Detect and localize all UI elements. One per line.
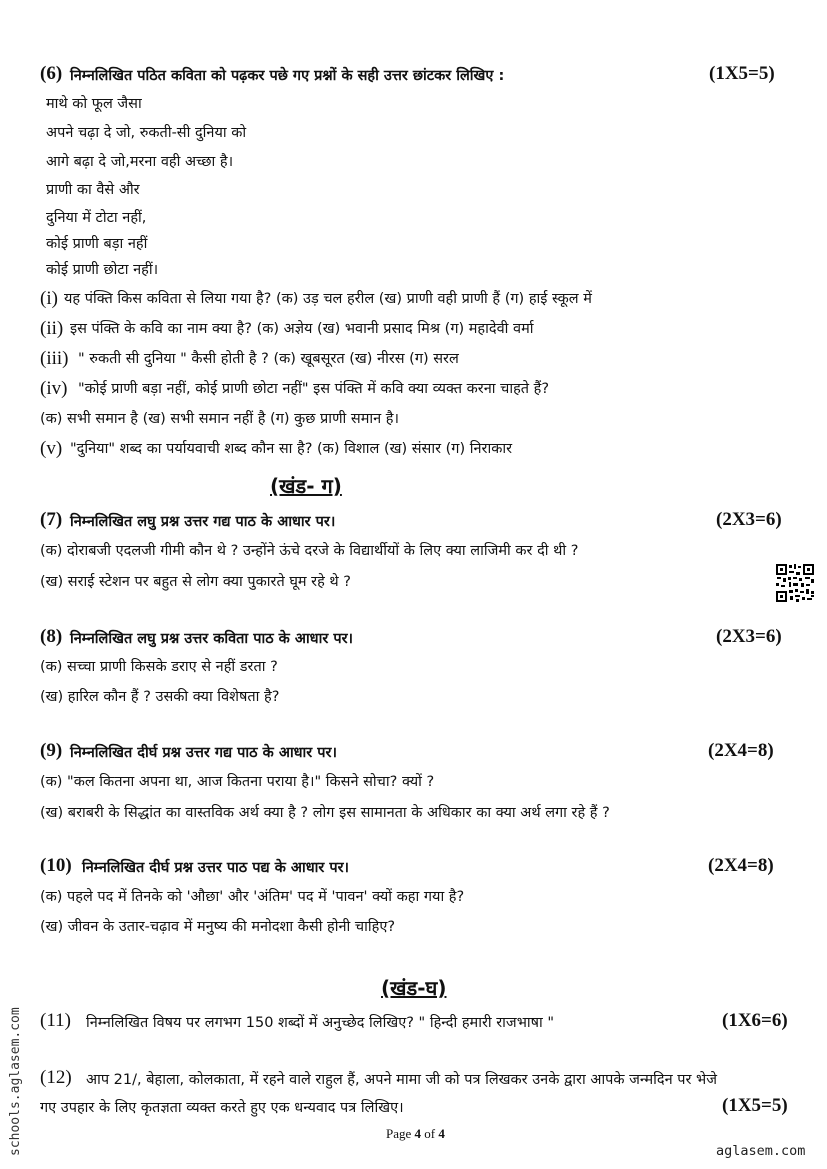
q8-number: (8) bbox=[40, 626, 63, 647]
q6-number: (6) bbox=[40, 63, 63, 84]
poem-line: प्राणी का वैसे और bbox=[46, 182, 140, 198]
footer-prefix: Page bbox=[386, 1126, 412, 1141]
q10-heading: निम्नलिखित दीर्घ प्रश्न उत्तर पाठ पद्य के आधार पर। bbox=[82, 860, 350, 876]
q6-marks: (1X5=5) bbox=[709, 63, 775, 84]
footer-page-number: 4 bbox=[414, 1126, 422, 1141]
q11-number: (11) bbox=[40, 1010, 71, 1031]
poem-line: दुनिया में टोटा नहीं, bbox=[46, 210, 147, 226]
q10-item: (क) पहले पद में तिनके को 'औछा' और 'अंतिम' पद में 'पावन' क्यों कहा गया है? bbox=[40, 889, 465, 905]
q8-heading: निम्नलिखित लघु प्रश्न उत्तर कविता पाठ के आधार पर। bbox=[70, 631, 353, 647]
poem-line: आगे बढ़ा दे जो,मरना वही अच्छा है। bbox=[46, 154, 234, 170]
q10-item: (ख) जीवन के उतार-चढ़ाव में मनुष्य की मनोदशा कैसी होनी चाहिए? bbox=[40, 919, 396, 935]
q10-marks: (2X4=8) bbox=[708, 855, 774, 876]
qr-code-icon bbox=[775, 563, 815, 603]
poem-line: कोई प्राणी बड़ा नहीं bbox=[46, 236, 148, 252]
q7-marks: (2X3=6) bbox=[716, 509, 782, 530]
q8-marks: (2X3=6) bbox=[716, 626, 782, 647]
q8-item: (क) सच्चा प्राणी किसके डराए से नहीं डरता ? bbox=[40, 659, 278, 675]
q9-item: (ख) बराबरी के सिद्धांत का वास्तविक अर्थ क्या है ? लोग इस सामानता के अधिकार का क्या अर्थ लगा रहे हैं ? bbox=[40, 805, 610, 821]
subq-text: इस पंक्ति के कवि का नाम क्या है? (क) अज्ञेय (ख) भवानी प्रसाद मिश्र (ग) महादेवी वर्मा bbox=[70, 321, 534, 337]
subq-text: "कोई प्राणी बड़ा नहीं, कोई प्राणी छोटा नहीं" इस पंक्ति में कवि क्या व्यक्त करना चाहते हैं? bbox=[78, 381, 550, 397]
q12-text-line2: गए उपहार के लिए कृतज्ञता व्यक्त करते हुए एक धन्यवाद पत्र लिखिए। bbox=[40, 1100, 404, 1116]
q12-text-line1: आप 21/, बेहाला, कोलकाता, में रहने वाले राहुल हैं, अपने मामा जी को पत्र लिखकर उनके द्वारा आपके जन्मदिन पर भेजे bbox=[86, 1072, 718, 1088]
q9-marks: (2X4=8) bbox=[708, 740, 774, 761]
q9-item: (क) "कल कितना अपना था, आज कितना पराया है।" किसने सोचा? क्यों ? bbox=[40, 774, 435, 790]
page-footer bbox=[386, 1126, 445, 1142]
subq-text: " रुकती सी दुनिया " कैसी होती है ? (क) खूबसूरत (ख) नीरस (ग) सरल bbox=[78, 351, 459, 367]
q9-number: (9) bbox=[40, 740, 63, 761]
subq-number: (i) bbox=[40, 288, 58, 309]
q7-number: (7) bbox=[40, 509, 63, 530]
subq-options: (क) सभी समान है (ख) सभी समान नहीं है (ग) कुछ प्राणी समान है। bbox=[40, 411, 399, 427]
subq-number: (iv) bbox=[40, 378, 68, 399]
bottom-watermark: aglasem.com bbox=[716, 1143, 806, 1159]
side-watermark: schools.aglasem.com bbox=[8, 1007, 23, 1156]
subq-number: (v) bbox=[40, 438, 63, 459]
q8-item: (ख) हारिल कौन हैं ? उसकी क्या विशेषता है? bbox=[40, 689, 280, 705]
subq-text: यह पंक्ति किस कविता से लिया गया है? (क) उड़ चल हरील (ख) प्राणी वही प्राणी हैं (ग) हाई स्कूल में bbox=[64, 291, 592, 307]
q6-heading: निम्नलिखित पठित कविता को पढ़कर पछे गए प्रश्नों के सही उत्तर छांटकर लिखिए : bbox=[70, 68, 505, 84]
q12-number: (12) bbox=[40, 1067, 72, 1088]
q11-marks: (1X6=6) bbox=[722, 1010, 788, 1031]
subq-number: (ii) bbox=[40, 318, 64, 339]
section-g-title: (खंड- ग) bbox=[270, 474, 342, 498]
footer-of: of bbox=[424, 1126, 436, 1141]
poem-line: अपने चढ़ा दे जो, रुकती-सी दुनिया को bbox=[46, 125, 247, 141]
section-gh-title: (खंड-घ) bbox=[381, 976, 447, 1000]
q10-number: (10) bbox=[40, 855, 72, 876]
q7-item: (ख) सराई स्टेशन पर बहुत से लोग क्या पुकारते घूम रहे थे ? bbox=[40, 574, 351, 590]
subq-number: (iii) bbox=[40, 348, 69, 369]
q12-marks: (1X5=5) bbox=[722, 1095, 788, 1116]
poem-line: कोई प्राणी छोटा नहीं। bbox=[46, 262, 159, 278]
q9-heading: निम्नलिखित दीर्घ प्रश्न उत्तर गद्य पाठ के आधार पर। bbox=[70, 745, 337, 761]
footer-total-pages: 4 bbox=[438, 1126, 445, 1141]
poem-line: माथे को फूल जैसा bbox=[46, 96, 142, 112]
q11-text: निम्नलिखित विषय पर लगभग 150 शब्दों में अनुच्छेद लिखिए? " हिन्दी हमारी राजभाषा " bbox=[86, 1015, 555, 1031]
subq-text: "दुनिया" शब्द का पर्यायवाची शब्द कौन सा है? (क) विशाल (ख) संसार (ग) निराकार bbox=[70, 441, 513, 457]
q7-heading: निम्नलिखित लघु प्रश्न उत्तर गद्य पाठ के आधार पर। bbox=[70, 514, 336, 530]
q7-item: (क) दोराबजी एदलजी गीमी कौन थे ? उन्होंने ऊंचे दरजे के विद्यार्थीयों के लिए क्या लाजिमी कर दी थी ? bbox=[40, 543, 579, 559]
